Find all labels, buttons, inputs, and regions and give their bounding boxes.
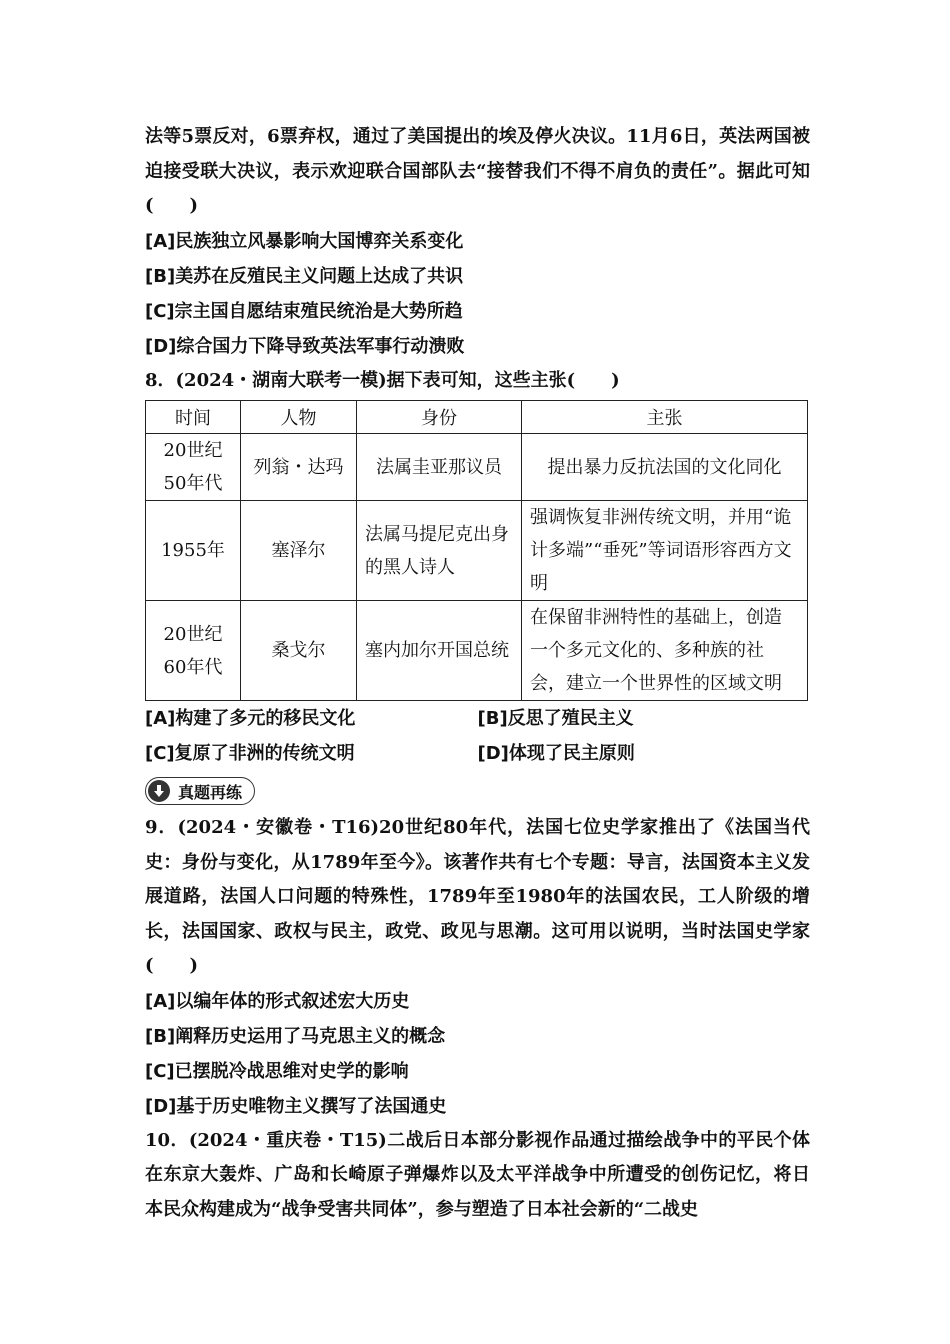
document-page [145, 120, 810, 1227]
q7-stem: 法等5票反对，6票弃权，通过了美国提出的埃及停火决议。11月6日，英法两国被迫接受联大决议，表示欢迎联合国部队去“接替我们不得不肩负的责任”。据此可知( ) [145, 126, 810, 216]
cell-person: 列翁・达玛 [241, 434, 357, 501]
cell-time: 20世纪60年代 [146, 601, 241, 701]
cell-time: 1955年 [146, 501, 241, 601]
q7-option-a[interactable]: [A]民族独立风暴影响大国博弈关系变化 [145, 230, 464, 252]
cell-identity: 法属马提尼克出身的黑人诗人 [357, 501, 522, 601]
q8-option-d[interactable]: [D]体现了民主原则 [477, 743, 635, 764]
section-badge [145, 777, 255, 805]
cell-person: 塞泽尔 [241, 501, 357, 601]
q9-option-b[interactable]: [B]阐释历史运用了马克思主义的概念 [145, 1025, 446, 1047]
cell-claim: 强调恢复非洲传统文明，并用“诡计多端”“垂死”等词语形容西方文明 [522, 501, 808, 601]
table-row [146, 501, 808, 601]
q9-option-c[interactable]: [C]已摆脱冷战思维对史学的影响 [145, 1060, 409, 1082]
table-header-claim: 主张 [522, 401, 808, 434]
q8-option-c[interactable]: [C]复原了非洲的传统文明 [145, 743, 355, 764]
q7-option-c[interactable]: [C]宗主国自愿结束殖民统治是大势所趋 [145, 300, 463, 322]
download-arrow-icon [148, 780, 170, 802]
section-badge-label: 真题再练 [178, 782, 243, 802]
table-header-person: 人物 [241, 401, 357, 434]
cell-person: 桑戈尔 [241, 601, 357, 701]
q8-option-a[interactable]: [A]构建了多元的移民文化 [145, 708, 356, 729]
cell-identity: 法属圭亚那议员 [357, 434, 522, 501]
q8-option-b[interactable]: [B]反思了殖民主义 [477, 708, 634, 729]
q8-options-row-2 [145, 736, 810, 771]
table-header-time: 时间 [146, 401, 241, 434]
cell-time: 20世纪50年代 [146, 434, 241, 501]
table-row [146, 434, 808, 501]
cell-claim: 提出暴力反抗法国的文化同化 [522, 434, 808, 501]
q8-table [145, 400, 808, 701]
q7-option-d[interactable]: [D]综合国力下降导致英法军事行动溃败 [145, 335, 465, 357]
q9-stem: 9．(2024・安徽卷・T16)20世纪80年代，法国七位史学家推出了《法国当代史：身份与变化，从1789年至今》。该著作共有七个专题：导言，法国资本主义发展道路，法国人口问题的特殊性，1789年至1980年的法国农民，工人阶级的增长，法国国家、政权与民主，政党、政见与思潮。这可用以说明，当时法国史学家( ) [145, 817, 810, 976]
q9-option-d[interactable]: [D]基于历史唯物主义撰写了法国通史 [145, 1095, 447, 1117]
q10-stem: 10．(2024・重庆卷・T15)二战后日本部分影视作品通过描绘战争中的平民个体在东京大轰炸、广岛和长崎原子弹爆炸以及太平洋战争中所遭受的创伤记忆，将日本民众构建成为“战争受害共同体”，参与塑造了日本社会新的“二战史 [145, 1129, 810, 1220]
table-row [146, 601, 808, 701]
cell-claim: 在保留非洲特性的基础上，创造一个多元文化的、多种族的社会，建立一个世界性的区域文明 [522, 601, 808, 701]
q7-option-b[interactable]: [B]美苏在反殖民主义问题上达成了共识 [145, 265, 464, 287]
q8-options-row-1 [145, 701, 810, 736]
q8-stem: 8．(2024・湖南大联考一模)据下表可知，这些主张( ) [145, 369, 620, 391]
cell-identity: 塞内加尔开国总统 [357, 601, 522, 701]
q9-option-a[interactable]: [A]以编年体的形式叙述宏大历史 [145, 990, 410, 1012]
table-header-identity: 身份 [357, 401, 522, 434]
